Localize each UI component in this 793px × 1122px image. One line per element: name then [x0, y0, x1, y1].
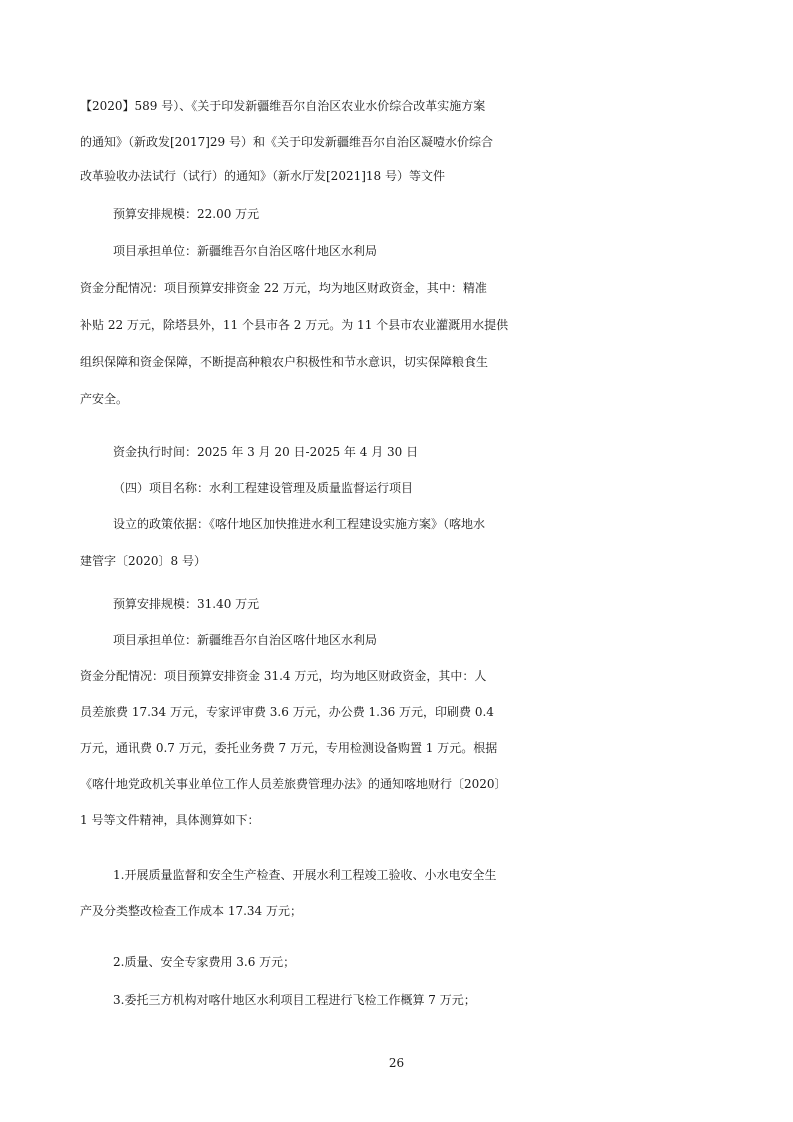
list-item-text: 1.开展质量监督和安全生产检查、开展水利工程竣工验收、小水电安全生	[113, 868, 497, 882]
body-text-line: 【2020】589 号）、《关于印发新疆维吾尔自治区农业水价综合改革实施方案	[80, 99, 486, 113]
body-text-line: 资金分配情况：项目预算安排资金 22 万元，均为地区财政资金，其中：精准	[80, 281, 487, 295]
body-text-line: 资金执行时间：2025 年 3 月 20 日-2025 年 4 月 30 日	[113, 445, 419, 459]
list-item-text: 产及分类整改检查工作成本 17.34 万元；	[80, 904, 302, 918]
body-text-line: 万元，通讯费 0.7 万元，委托业务费 7 万元，专用检测设备购置 1 万元。根据	[80, 741, 498, 755]
body-text-line: 资金分配情况：项目预算安排资金 31.4 万元，均为地区财政资金，其中：人	[80, 669, 487, 683]
body-text-line: 建管字〔2020〕8 号）	[80, 554, 206, 568]
body-text-line: 组织保障和资金保障，不断提高种粮农户积极性和节水意识，切实保障粮食生	[80, 355, 489, 369]
page-number: 26	[388, 1056, 405, 1070]
body-text-line: 《喀什地党政机关事业单位工作人员差旅费管理办法》的通知喀地财行〔2020〕	[80, 777, 507, 791]
body-text-line: 的通知》（新政发[2017]29 号）和《关于印发新疆维吾尔自治区凝噎水价综合	[80, 135, 493, 149]
body-text-line: 1 号等文件精神，具体测算如下：	[80, 813, 260, 827]
body-text-line: 改革验收办法试行（试行）的通知》（新水厅发[2021]18 号）等文件	[80, 169, 445, 183]
body-text-line: 员差旅费 17.34 万元，专家评审费 3.6 万元，办公费 1.36 万元，印刷费 0.4	[80, 705, 494, 719]
section-heading: （四）项目名称：水利工程建设管理及质量监督运行项目	[113, 481, 414, 495]
list-item-text: 3.委托三方机构对喀什地区水利项目工程进行飞检工作概算 7 万元；	[113, 993, 476, 1007]
body-text-line: 预算安排规模：22.00 万元	[113, 207, 260, 221]
body-text-line: 产安全。	[80, 392, 129, 406]
body-text-line: 补贴 22 万元，除塔县外，11 个县市各 2 万元。为 11 个县市农业灌溉用水提供	[80, 318, 509, 332]
body-text-line: 设立的政策依据：《喀什地区加快推进水利工程建设实施方案》（喀地水	[113, 517, 486, 531]
list-item-text: 2.质量、安全专家费用 3.6 万元；	[113, 955, 296, 969]
body-text-line: 项目承担单位：新疆维吾尔自治区喀什地区水利局	[113, 633, 378, 647]
body-text-line: 项目承担单位：新疆维吾尔自治区喀什地区水利局	[113, 244, 378, 258]
body-text-line: 预算安排规模：31.40 万元	[113, 597, 260, 611]
